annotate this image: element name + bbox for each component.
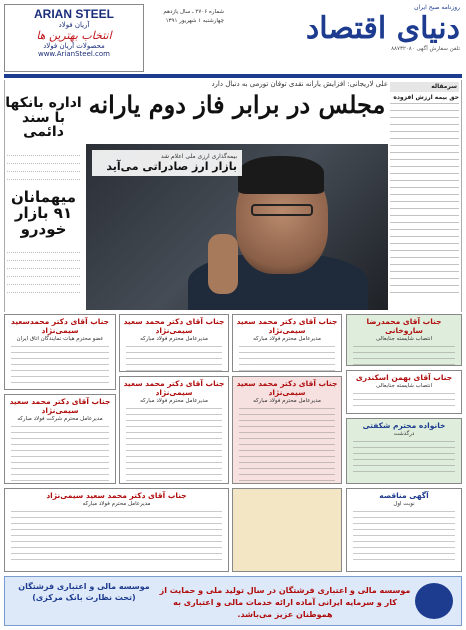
main-photo bbox=[86, 144, 388, 310]
editorial-title[interactable]: حق بیمه ارزش افزوده bbox=[393, 93, 459, 101]
date-line: شماره ۲۷۰۶ ـ سال یازدهم bbox=[163, 9, 224, 15]
left-index-list bbox=[5, 243, 82, 295]
masthead-divider bbox=[4, 74, 462, 78]
main-story bbox=[86, 80, 388, 312]
ad-10-sub: درگذشت bbox=[393, 431, 415, 437]
overlay-kicker: بیمه‌گذاری ارزی ملی اعلام شد bbox=[160, 153, 237, 160]
ad-1-body bbox=[11, 346, 109, 386]
ad-10-body bbox=[353, 441, 455, 475]
ad-blank-banner[interactable] bbox=[232, 488, 342, 572]
editorial-text bbox=[390, 103, 459, 293]
ad-3-body bbox=[239, 346, 335, 372]
masthead bbox=[4, 4, 462, 74]
footer-main-line-2: هموطنان عزیز می‌باشد. bbox=[237, 610, 333, 619]
right-column bbox=[388, 80, 462, 312]
ad-name: آریان فولاد bbox=[58, 21, 90, 29]
ad-2-title: جناب آقای دکتر محمد سعید سیمی‌نژاد bbox=[123, 317, 225, 335]
ad-congrats-4[interactable] bbox=[346, 314, 462, 366]
left-column bbox=[4, 80, 82, 312]
ad-9-body bbox=[11, 511, 222, 563]
overlay-headline: بازار ارز صادراتی می‌آید bbox=[106, 160, 237, 173]
ad-8-title: جناب آقای دکتر محمد سعید سیمی‌نژاد bbox=[236, 379, 338, 397]
footer-main bbox=[155, 585, 415, 621]
newspaper-title: دنیای اقتصاد bbox=[305, 11, 460, 46]
ad-11-body bbox=[353, 511, 455, 561]
main-headline[interactable]: مجلس در برابر فاز دوم یارانه bbox=[88, 90, 386, 119]
ad-4-body bbox=[353, 346, 455, 366]
masthead-subline: تلفن سفارش آگهی ۸۸۷۳۲۰۸۰ bbox=[391, 46, 460, 52]
ad-congrats-7[interactable] bbox=[119, 376, 229, 484]
ad-congrats-9[interactable] bbox=[4, 488, 229, 572]
photo-hair bbox=[238, 156, 324, 194]
ad-8-body bbox=[239, 408, 335, 484]
footer-left-line-1: موسسه مالی و اعتباری فرشتگان bbox=[18, 582, 150, 591]
ad-6-sub: مدیرعامل محترم شرکت فولاد مبارکه bbox=[17, 416, 103, 422]
date-line-2: چهارشنبه ۱ شهریور ۱۳۹۱ bbox=[165, 18, 224, 24]
tagline: روزنامه صبح ایران bbox=[414, 4, 460, 11]
ad-congrats-1[interactable] bbox=[4, 314, 116, 390]
ad-6-title: جناب آقای دکتر محمد سعید سیمی‌نژاد bbox=[9, 397, 111, 415]
editorial-section: سرمقاله bbox=[390, 82, 459, 92]
ad-7-body bbox=[126, 408, 222, 484]
ad-2-body bbox=[126, 346, 222, 372]
left-headline-1[interactable]: اداره بانکها با سند دائمی bbox=[5, 95, 82, 141]
ad-1-sub: عضو محترم هیات نمایندگان اتاق ایران bbox=[16, 336, 104, 342]
ad-5-body bbox=[353, 393, 455, 409]
ad-6-body bbox=[11, 426, 109, 484]
ad-7-sub: مدیرعامل محترم فولاد مبارکه bbox=[140, 398, 208, 404]
ad-3-title: جناب آقای دکتر محمد سعید سیمی‌نژاد bbox=[236, 317, 338, 335]
ad-5-title: جناب آقای بهمن اسکندری bbox=[355, 373, 453, 382]
ad-10-title: خانواده محترم شکفتی bbox=[362, 421, 446, 430]
photo-overlay[interactable] bbox=[92, 150, 242, 176]
ad-congrats-6[interactable] bbox=[4, 394, 116, 484]
ad-congrats-2[interactable] bbox=[119, 314, 229, 372]
ad-brand: ARIAN STEEL bbox=[33, 7, 114, 21]
footer-left bbox=[9, 581, 159, 603]
ad-4-sub: انتصاب شایسته جنابعالی bbox=[375, 336, 433, 342]
ad-8-sub: مدیرعامل محترم فولاد مبارکه bbox=[253, 398, 321, 404]
ad-11-sub: نوبت اول bbox=[393, 501, 415, 507]
footer-main-line-1: موسسه مالی و اعتباری فرشتگان در سال تولید ملی و حمایت از کار و سرمایه ایرانی آماده ارائه خدمات مالی و اعتباری به bbox=[159, 586, 411, 607]
ad-condolence[interactable] bbox=[346, 418, 462, 484]
ad-9-title: جناب آقای دکتر محمد سعید سیمی‌نژاد bbox=[46, 491, 187, 500]
photo-hand bbox=[208, 234, 238, 294]
footer-ad-banner[interactable] bbox=[4, 576, 462, 626]
ad-congrats-5[interactable] bbox=[346, 370, 462, 414]
ad-4-title: جناب آقای محمدرضا ساروخانی bbox=[366, 317, 442, 335]
ad-7-title: جناب آقای دکتر محمد سعید سیمی‌نژاد bbox=[123, 379, 225, 397]
left-text-block bbox=[5, 146, 82, 182]
footer-left-line-2: (تحت نظارت بانک مرکزی) bbox=[32, 593, 136, 602]
fereshtegan-logo-icon bbox=[415, 583, 453, 619]
ad-congrats-8[interactable] bbox=[232, 376, 342, 484]
newspaper-logo bbox=[230, 4, 460, 72]
ad-congrats-3[interactable] bbox=[232, 314, 342, 372]
ad-url: www.ArianSteel.com bbox=[37, 50, 111, 58]
ad-small: محصولات آریان فولاد bbox=[43, 42, 105, 50]
ad-11-title: آگهی مناقصه bbox=[379, 491, 429, 500]
ad-5-sub: انتصاب شایسته جنابعالی bbox=[375, 383, 433, 389]
ad-2-sub: مدیرعامل محترم فولاد مبارکه bbox=[140, 336, 208, 342]
ad-9-sub: مدیرعامل محترم فولاد مبارکه bbox=[82, 501, 151, 507]
photo-glasses bbox=[251, 204, 313, 216]
left-headline-2[interactable]: میهمانان ۹۱ بازار خودرو bbox=[10, 188, 77, 238]
ads-section bbox=[4, 314, 462, 574]
ad-3-sub: مدیرعامل محترم فولاد مبارکه bbox=[253, 336, 321, 342]
main-subline: علی لاریجانی: افزایش یارانه نقدی توفان تورمی به دنبال دارد bbox=[211, 80, 388, 88]
arian-steel-ad[interactable] bbox=[4, 4, 144, 72]
ad-tender[interactable] bbox=[346, 488, 462, 572]
ad-1-title: جناب آقای دکتر محمدسعید سیمی‌نژاد bbox=[10, 317, 110, 335]
ad-script: انتخاب بهترین ها bbox=[36, 29, 112, 42]
date-column bbox=[152, 8, 224, 26]
